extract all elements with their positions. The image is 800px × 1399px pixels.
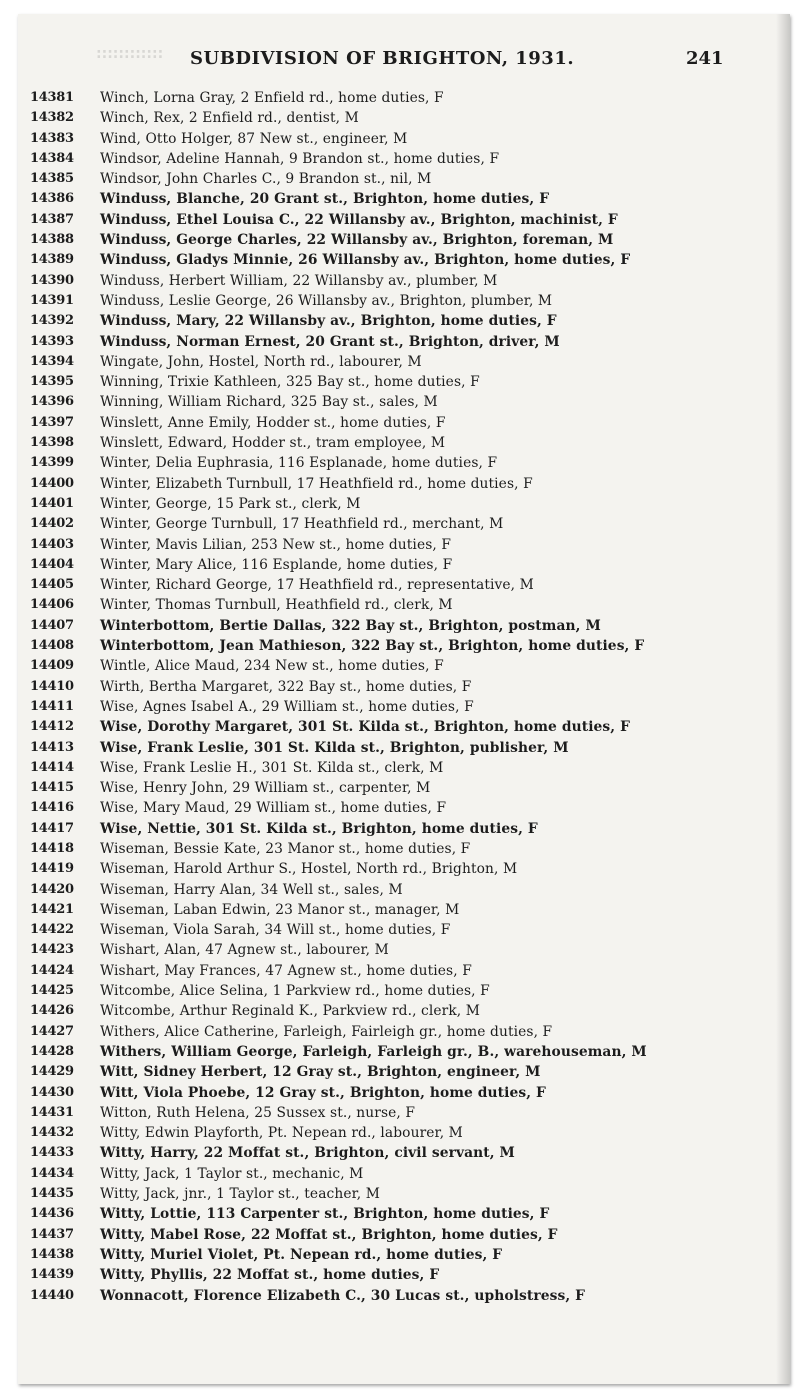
entry-row xyxy=(18,494,790,514)
entry-row xyxy=(18,474,790,494)
entry-number: 14384 xyxy=(30,150,74,166)
entry-number: 14426 xyxy=(30,1003,74,1019)
entry-number: 14428 xyxy=(30,1043,74,1059)
entry-row xyxy=(18,677,790,697)
entry-number: 14419 xyxy=(30,861,74,877)
entry-text: Wise, Henry John, 29 William st., carpenter, M xyxy=(100,780,431,797)
entry-number: 14391 xyxy=(30,292,74,308)
entry-row xyxy=(18,271,790,291)
entry-text: Wise, Dorothy Margaret, 301 St. Kilda st., Brighton, home duties, F xyxy=(100,719,630,736)
entry-row xyxy=(18,595,790,615)
page-number: 241 xyxy=(686,48,724,69)
entry-number: 14409 xyxy=(30,658,74,674)
entry-text: Winduss, Norman Ernest, 20 Grant st., Brighton, driver, M xyxy=(100,333,560,350)
entry-text: Wiseman, Bessie Kate, 23 Manor st., home duties, F xyxy=(100,840,471,857)
entry-row xyxy=(18,738,790,758)
entry-number: 14403 xyxy=(30,536,74,552)
entry-row xyxy=(18,210,790,230)
entry-row xyxy=(18,1286,790,1306)
entry-text: Withers, William George, Farleigh, Farleigh gr., B., warehouseman, M xyxy=(100,1043,647,1060)
entry-row xyxy=(18,129,790,149)
entry-number: 14429 xyxy=(30,1064,74,1080)
entry-number: 14420 xyxy=(30,881,74,897)
entry-text: Wise, Frank Leslie, 301 St. Kilda st., Brighton, publisher, M xyxy=(100,739,569,756)
entry-number: 14385 xyxy=(30,171,74,187)
entry-text: Wingate, John, Hostel, North rd., labourer, M xyxy=(100,353,422,370)
entry-row xyxy=(18,880,790,900)
entry-number: 14430 xyxy=(30,1084,74,1100)
entry-text: Wonnacott, Florence Elizabeth C., 30 Lucas st., upholstress, F xyxy=(100,1287,586,1304)
entry-row xyxy=(18,839,790,859)
entry-row xyxy=(18,535,790,555)
entry-row xyxy=(18,798,790,818)
entry-row xyxy=(18,1022,790,1042)
entry-row xyxy=(18,859,790,879)
entry-number: 14414 xyxy=(30,759,74,775)
entry-text: Wise, Nettie, 301 St. Kilda st., Brighton, home duties, F xyxy=(100,820,538,837)
entry-row xyxy=(18,940,790,960)
entry-row xyxy=(18,920,790,940)
entry-number: 14421 xyxy=(30,901,74,917)
entry-text: Wishart, Alan, 47 Agnew st., labourer, M xyxy=(100,942,389,959)
entry-text: Witty, Lottie, 113 Carpenter st., Brighton, home duties, F xyxy=(100,1206,550,1223)
entry-text: Winduss, Gladys Minnie, 26 Willansby av., Brighton, home duties, F xyxy=(100,252,631,269)
entry-text: Winch, Lorna Gray, 2 Enfield rd., home duties, F xyxy=(100,90,444,106)
entry-text: Witty, Harry, 22 Moffat st., Brighton, civil servant, M xyxy=(100,1145,515,1162)
entry-number: 14398 xyxy=(30,435,74,451)
entry-number: 14411 xyxy=(30,698,74,714)
entry-number: 14395 xyxy=(30,374,74,390)
entry-number: 14427 xyxy=(30,1023,74,1039)
entry-text: Wind, Otto Holger, 87 New st., engineer, M xyxy=(100,130,408,147)
entry-row xyxy=(18,819,790,839)
entry-number: 14434 xyxy=(30,1165,74,1181)
entry-number: 14407 xyxy=(30,617,74,633)
entry-text: Winduss, George Charles, 22 Willansby av., Brighton, foreman, M xyxy=(100,232,614,249)
entry-row xyxy=(18,961,790,981)
entry-row xyxy=(18,311,790,331)
entry-text: Wirth, Bertha Margaret, 322 Bay st., home duties, F xyxy=(100,678,472,695)
entry-text: Winduss, Herbert William, 22 Willansby av., plumber, M xyxy=(100,272,498,289)
entry-number: 14423 xyxy=(30,942,74,958)
entry-number: 14406 xyxy=(30,597,74,613)
entry-number: 14387 xyxy=(30,211,74,227)
entry-text: Witty, Phyllis, 22 Moffat st., home duties, F xyxy=(100,1267,440,1284)
entry-number: 14418 xyxy=(30,840,74,856)
entry-number: 14392 xyxy=(30,313,74,329)
entry-text: Winter, Elizabeth Turnbull, 17 Heathfield rd., home duties, F xyxy=(100,475,533,492)
entry-text: Witton, Ruth Helena, 25 Sussex st., nurse, F xyxy=(100,1104,416,1121)
entry-number: 14436 xyxy=(30,1206,74,1222)
entry-text: Witcombe, Arthur Reginald K., Parkview rd., clerk, M xyxy=(100,1003,480,1020)
entry-row xyxy=(18,636,790,656)
entry-text: Witty, Edwin Playforth, Pt. Nepean rd., labourer, M xyxy=(100,1125,463,1142)
entry-number: 14394 xyxy=(30,353,74,369)
entry-number: 14425 xyxy=(30,983,74,999)
entry-text: Winduss, Mary, 22 Willansby av., Brighton, home duties, F xyxy=(100,313,557,330)
directory-page: :::::::::::: SUBDIVISION OF BRIGHTON, 1931. 241 14381 Winch, Lorna Gray, 2 Enfield rd., home duties, F 14382 Winch, Rex, 2 Enfield rd., dentist, M 14383 Wind, Otto Holger, 87 New st., engineer, M 14384 Windsor, Adeline Hannah, 9 Brandon st., home duties, F 14385 Windsor, John Charles C., 9 Brandon st., nil, M 14386 Winduss, Blanche, 20 Grant st., Brighton, home duties, F 14387 Winduss, Ethel Louisa C., 22 Willansby av., Brighton, machinist, F 14388 Winduss, George Charles, 22 Willansby av., Brighton, foreman, M 14389 Winduss, Gladys Minnie, 26 Willansby av., Brighton, home duties, F 14390 Winduss, Herbert William, 22 Willansby av., plumber, M 14391 Winduss, Leslie George, 26 Willansby av., Brighton, plumber, M 14392 Winduss, Mary, 22 Willansby av., Brighton, home duties, F 14393 Winduss, Norman Ernest, 20 Grant st., Brighton, driver, M 14394 Wingate, John, Hostel, North rd., labourer, M 14395 Winning, Trixie Kathleen, 325 Bay st., home duties, F 14396 Winning, William Richard, 325 Bay st., sales, M 14397 Winslett, Anne Emily, Hodder st., home duties, F 14398 Winslett, Edward, Hodder st., tram employee, M 14399 Winter, Delia Euphrasia, 116 Esplanade, home duties, F 14400 Winter, Elizabeth Turnbull, 17 Heathfield rd., home duties, F 14401 Winter, George, 15 Park st., clerk, M 14402 Winter, George Turnbull, 17 Heathfield rd., merchant, M 14403 Winter, Mavis Lilian, 253 New st., home duties, F 14404 Winter, Mary Alice, 116 Esplande, home duties, F 14405 Winter, Richard George, 17 Heathfield rd., representative, M 14406 Winter, Thomas Turnbull, Heathfield rd., clerk, M 14407 Winterbottom, Bertie Dallas, 322 Bay st., Brighton, postman, M 14408 Winterbottom, Jean Mathieson, 322 Bay st., Brighton, home duties, F 14409 Wintle, Alice Maud, 234 New st., home duties, F 14410 Wirth, Bertha Margaret, 322 Bay st., home duties, F 14411 Wise, Agnes Isabel A., 29 William st., home duties, F 14412 Wise, Dorothy Margaret, 301 St. Kilda st., Brighton, home duties, F 14413 Wise, Frank Leslie, 301 St. Kilda st., Brighton, publisher, M 14414 Wise, Frank Leslie H., 301 St. Kilda st., clerk, M 14415 Wise, Henry John, 29 William st., carpenter, M 14416 Wise, Mary Maud, 29 William st., home duties, F 14417 Wise, Nettie, 301 St. Kilda st., Brighton, home duties, F 14418 Wiseman, Bessie Kate, 23 Manor st., home duties, F 14419 Wiseman, Harold Arthur S., Hostel, North rd., Brighton, M 14420 Wiseman, Harry Alan, 34 Well st., sales, M 14421 Wiseman, Laban Edwin, 23 Manor st., manager, M 14422 Wiseman, Viola Sarah, 34 Will st., home duties, F 14423 Wishart, Alan, 47 Agnew st., labourer, M 14424 Wishart, May Frances, 47 Agnew st., home duties, F 14425 Witcombe, Alice Selina, 1 Parkview rd., home duties, F 14426 Witcombe, Arthur Reginald K., Parkview rd., clerk, M 14427 Withers, Alice Catherine, Farleigh, Fairleigh gr., home duties, F 14428 Withers, William George, Farleigh, Farleigh gr., B., warehouseman, M 14429 Witt, Sidney Herbert, 12 Gray st., Brighton, engineer, M 14430 Witt, Viola Phoebe, 12 Gray st., Brighton, home duties, F 14431 Witton, Ruth Helena, 25 Sussex st., nurse, F 14432 Witty, Edwin Playforth, Pt. Nepean rd., labourer, M 14433 Witty, Harry, 22 Moffat st., Brighton, civil servant, M 14434 Witty, Jack, 1 Taylor st., mechanic, M 14435 Witty, Jack, jnr., 1 Taylor st., teacher, M 14436 Witty, Lottie, 113 Carpenter st., Brighton, home duties, F 14437 Witty, Mabel Rose, 22 Moffat st., Brighton, home duties, F 14438 Witty, Muriel Violet, Pt. Nepean rd., home duties, F 14439 Witty, Phyllis, 22 Moffat st., home duties, F 14440 Wonnacott, Florence Elizabeth C., 30 Lucas st., upholstress, F xyxy=(18,14,790,1384)
entry-text: Winter, Mavis Lilian, 253 New st., home duties, F xyxy=(100,536,452,553)
entry-number: 14416 xyxy=(30,800,74,816)
entry-text: Winter, Mary Alice, 116 Esplande, home duties, F xyxy=(100,556,453,573)
entry-row xyxy=(18,1143,790,1163)
entry-row xyxy=(18,1184,790,1204)
entry-row xyxy=(18,1204,790,1224)
entry-row xyxy=(18,433,790,453)
entry-text: Witty, Mabel Rose, 22 Moffat st., Brighton, home duties, F xyxy=(100,1226,558,1243)
entry-text: Winduss, Ethel Louisa C., 22 Willansby av., Brighton, machinist, F xyxy=(100,211,618,228)
entry-text: Wiseman, Harry Alan, 34 Well st., sales, M xyxy=(100,881,403,898)
entry-row xyxy=(18,900,790,920)
entry-row xyxy=(18,1265,790,1285)
entry-number: 14422 xyxy=(30,922,74,938)
entry-text: Withers, Alice Catherine, Farleigh, Fairleigh gr., home duties, F xyxy=(100,1023,553,1040)
entry-text: Winter, Delia Euphrasia, 116 Esplanade, home duties, F xyxy=(100,455,498,472)
entry-text: Winter, George Turnbull, 17 Heathfield rd., merchant, M xyxy=(100,516,504,533)
entry-number: 14402 xyxy=(30,516,74,532)
entry-row xyxy=(18,1245,790,1265)
entry-number: 14415 xyxy=(30,780,74,796)
entry-number: 14439 xyxy=(30,1267,74,1283)
entry-number: 14410 xyxy=(30,678,74,694)
entry-number: 14435 xyxy=(30,1186,74,1202)
entry-text: Wise, Agnes Isabel A., 29 William st., home duties, F xyxy=(100,698,474,715)
entry-text: Wiseman, Viola Sarah, 34 Will st., home duties, F xyxy=(100,922,451,939)
entry-text: Witty, Muriel Violet, Pt. Nepean rd., home duties, F xyxy=(100,1246,503,1263)
entry-number: 14417 xyxy=(30,820,74,836)
entry-row xyxy=(18,616,790,636)
entry-text: Winslett, Edward, Hodder st., tram employee, M xyxy=(100,435,446,452)
entry-number: 14390 xyxy=(30,272,74,288)
entry-text: Winter, Richard George, 17 Heathfield rd., representative, M xyxy=(100,577,534,594)
page-title: SUBDIVISION OF BRIGHTON, 1931. xyxy=(190,48,575,69)
entry-number: 14383 xyxy=(30,130,74,146)
entry-text: Winning, William Richard, 325 Bay st., sales, M xyxy=(100,394,438,411)
entry-row xyxy=(18,372,790,392)
entry-text: Wiseman, Laban Edwin, 23 Manor st., manager, M xyxy=(100,901,460,918)
entry-text: Winter, George, 15 Park st., clerk, M xyxy=(100,495,361,512)
entry-row xyxy=(18,291,790,311)
entry-row xyxy=(18,656,790,676)
entry-row xyxy=(18,1103,790,1123)
entry-text: Winterbottom, Bertie Dallas, 322 Bay st., Brighton, postman, M xyxy=(100,617,601,634)
entry-row xyxy=(18,189,790,209)
entry-row xyxy=(18,230,790,250)
entry-text: Winch, Rex, 2 Enfield rd., dentist, M xyxy=(100,110,359,127)
entry-number: 14400 xyxy=(30,475,74,491)
entry-number: 14405 xyxy=(30,577,74,593)
entry-number: 14401 xyxy=(30,495,74,511)
entry-row xyxy=(18,1164,790,1184)
entry-list xyxy=(18,88,790,1306)
entry-number: 14388 xyxy=(30,232,74,248)
entry-text: Windsor, John Charles C., 9 Brandon st., nil, M xyxy=(100,171,432,188)
entry-text: Wiseman, Harold Arthur S., Hostel, North rd., Brighton, M xyxy=(100,861,518,878)
entry-row xyxy=(18,413,790,433)
entry-number: 14396 xyxy=(30,394,74,410)
entry-row xyxy=(18,352,790,372)
page-header xyxy=(18,44,790,74)
entry-number: 14433 xyxy=(30,1145,74,1161)
entry-text: Wise, Mary Maud, 29 William st., home duties, F xyxy=(100,800,447,817)
entry-row xyxy=(18,392,790,412)
entry-row xyxy=(18,149,790,169)
entry-number: 14381 xyxy=(30,90,74,105)
entry-text: Winter, Thomas Turnbull, Heathfield rd., clerk, M xyxy=(100,597,453,614)
entry-text: Witty, Jack, 1 Taylor st., mechanic, M xyxy=(100,1165,364,1182)
entry-number: 14408 xyxy=(30,638,74,654)
entry-number: 14424 xyxy=(30,962,74,978)
entry-number: 14397 xyxy=(30,414,74,430)
entry-row xyxy=(18,250,790,270)
entry-number: 14399 xyxy=(30,455,74,471)
entry-number: 14437 xyxy=(30,1226,74,1242)
entry-text: Wintle, Alice Maud, 234 New st., home duties, F xyxy=(100,658,444,675)
entry-row xyxy=(18,575,790,595)
entry-row xyxy=(18,717,790,737)
entry-row xyxy=(18,332,790,352)
entry-text: Winning, Trixie Kathleen, 325 Bay st., home duties, F xyxy=(100,374,480,391)
entry-text: Winduss, Leslie George, 26 Willansby av., Brighton, plumber, M xyxy=(100,292,553,309)
entry-row xyxy=(18,555,790,575)
entry-row xyxy=(18,1001,790,1021)
entry-text: Wishart, May Frances, 47 Agnew st., home duties, F xyxy=(100,962,472,979)
entry-row xyxy=(18,169,790,189)
entry-number: 14412 xyxy=(30,719,74,735)
entry-text: Witt, Sidney Herbert, 12 Gray st., Brighton, engineer, M xyxy=(100,1064,541,1081)
entry-number: 14389 xyxy=(30,252,74,268)
entry-number: 14413 xyxy=(30,739,74,755)
entry-number: 14440 xyxy=(30,1287,74,1303)
entry-row xyxy=(18,697,790,717)
entry-text: Winduss, Blanche, 20 Grant st., Brighton, home duties, F xyxy=(100,191,550,208)
entry-text: Witty, Jack, jnr., 1 Taylor st., teacher, M xyxy=(100,1186,380,1203)
entry-text: Winslett, Anne Emily, Hodder st., home duties, F xyxy=(100,414,446,431)
entry-row xyxy=(18,1083,790,1103)
entry-text: Wise, Frank Leslie H., 301 St. Kilda st., clerk, M xyxy=(100,759,444,776)
entry-number: 14432 xyxy=(30,1125,74,1141)
entry-text: Witt, Viola Phoebe, 12 Gray st., Brighton, home duties, F xyxy=(100,1084,546,1101)
entry-row xyxy=(18,1225,790,1245)
entry-row xyxy=(18,514,790,534)
entry-row xyxy=(18,88,790,108)
entry-text: Winterbottom, Jean Mathieson, 322 Bay st., Brighton, home duties, F xyxy=(100,638,645,655)
entry-number: 14438 xyxy=(30,1246,74,1262)
entry-row xyxy=(18,758,790,778)
entry-row xyxy=(18,1123,790,1143)
entry-number: 14431 xyxy=(30,1104,74,1120)
entry-text: Witcombe, Alice Selina, 1 Parkview rd., home duties, F xyxy=(100,983,490,1000)
entry-row xyxy=(18,981,790,1001)
entry-row xyxy=(18,1042,790,1062)
entry-number: 14386 xyxy=(30,191,74,207)
entry-number: 14393 xyxy=(30,333,74,349)
entry-row xyxy=(18,108,790,128)
entry-row xyxy=(18,1062,790,1082)
entry-row xyxy=(18,778,790,798)
entry-text: Windsor, Adeline Hannah, 9 Brandon st., home duties, F xyxy=(100,150,500,167)
entry-number: 14404 xyxy=(30,556,74,572)
entry-row xyxy=(18,453,790,473)
entry-number: 14382 xyxy=(30,110,74,126)
